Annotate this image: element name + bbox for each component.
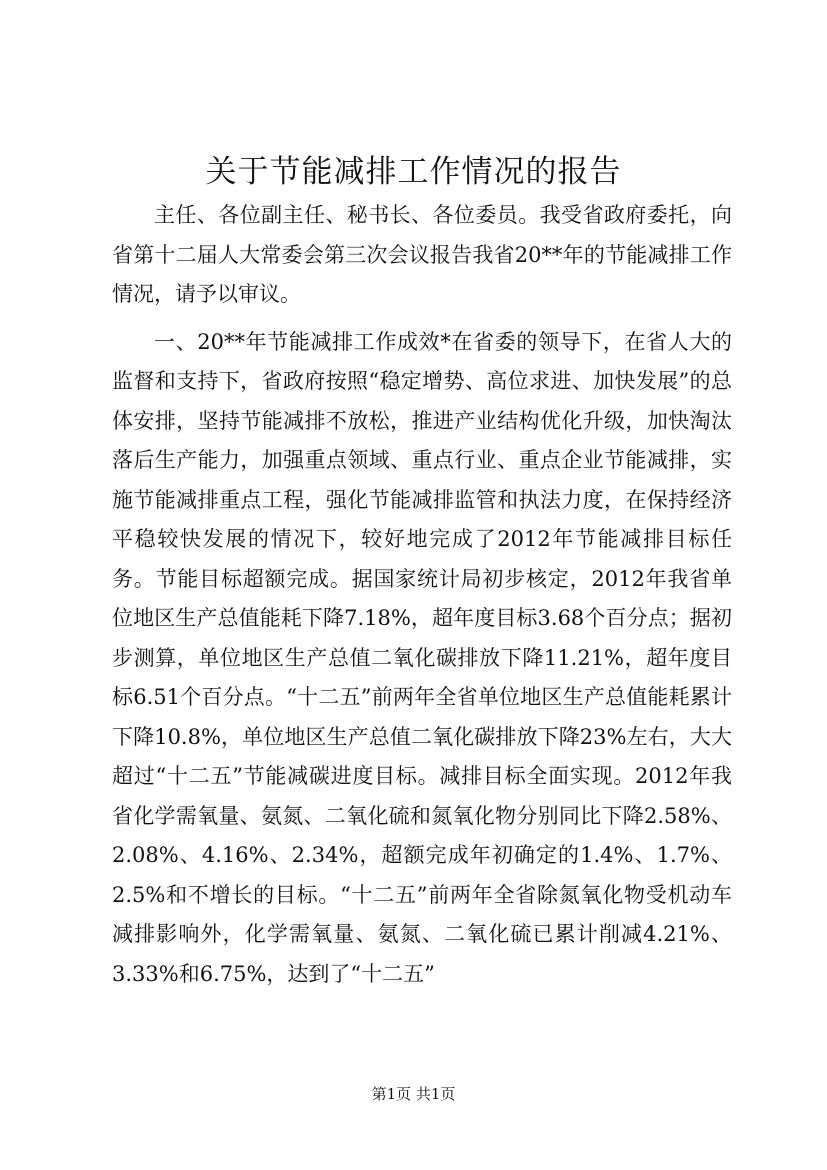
document-body <box>112 196 732 994</box>
paragraph-section-one: 一、20**年节能减排工作成效*在省委的领导下，在省人大的监督和支持下，省政府按照“稳定增势、高位求进、加快发展”的总体安排，坚持节能减排不放松，推进产业结构优化升级，加快淘汰落后生产能力，加强重点领域、重点行业、重点企业节能减排，实施节能减排重点工程，强化节能减排监管和执法力度，在保持经济平稳较快发展的情况下，较好地完成了2012年节能减排目标任务。节能目标超额完成。据国家统计局初步核定，2012年我省单位地区生产总值能耗下降7.18%，超年度目标3.68个百分点；据初步测算，单位地区生产总值二氧化碳排放下降11.21%，超年度目标6.51个百分点。“十二五”前两年全省单位地区生产总值能耗累计下降10.8%，单位地区生产总值二氧化碳排放下降23%左右，大大超过“十二五”节能减碳进度目标。减排目标全面实现。2012年我省化学需氧量、氨氮、二氧化硫和氮氧化物分别同比下降2.58%、2.08%、4.16%、2.34%，超额完成年初确定的1.4%、1.7%、2.5%和不增长的目标。“十二五”前两年全省除氮氧化物受机动车减排影响外，化学需氧量、氨氮、二氧化硫已累计削减4.21%、3.33%和6.75%，达到了“十二五” <box>112 329 732 986</box>
page-footer: 第1页 共1页 <box>371 1085 456 1103</box>
paragraph-opening: 主任、各位副主任、秘书长、各位委员。我受省政府委托，向省第十二届人大常委会第三次会议报告我省20**年的节能减排工作情况，请予以审议。 <box>112 203 732 306</box>
document-title: 关于节能减排工作情况的报告 <box>205 154 622 190</box>
